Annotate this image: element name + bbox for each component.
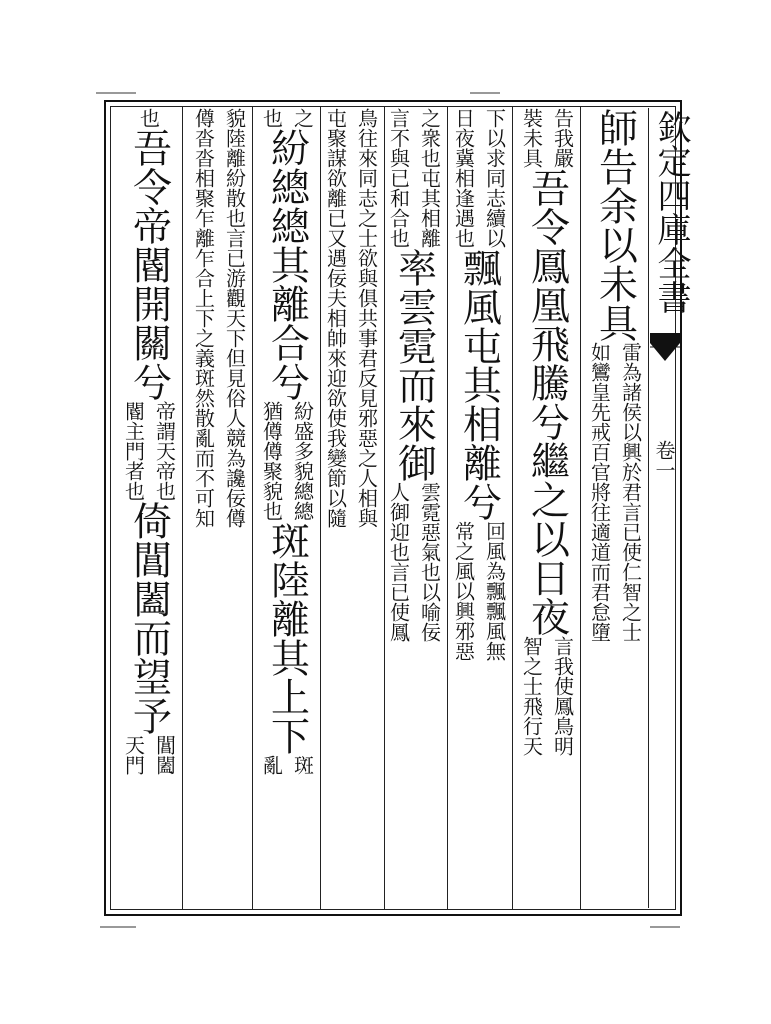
commentary-pair — [134, 108, 165, 128]
column-rule — [320, 106, 321, 910]
column-rule — [252, 106, 253, 910]
text-column — [448, 108, 510, 908]
fishtail-mark-icon — [650, 333, 680, 361]
commentary-pair — [517, 108, 578, 168]
commentary-pair — [585, 342, 646, 642]
commentary-left: 閽主門者也 — [121, 401, 146, 501]
commentary-right: 下以求同志續以 — [482, 108, 507, 248]
commentary-left: 如鸞皇先戒百官將往適道而君怠墮 — [587, 342, 612, 642]
commentary-left: 也 — [136, 108, 161, 128]
column-rule — [182, 106, 183, 910]
commentary-pair — [257, 108, 318, 128]
text-column — [383, 108, 445, 908]
text-column — [256, 108, 318, 908]
main-text: 紛總總其離合兮 — [264, 128, 310, 401]
column-rule — [512, 106, 513, 910]
text-column — [584, 108, 646, 908]
commentary-pair — [384, 482, 445, 642]
main-text: 吾令帝閽開關兮 — [126, 128, 172, 401]
commentary-left: 屯聚謀欲離已又遇佞夫相帥來迎欲使我變節以隨 — [323, 108, 348, 528]
commentary-left: 僔沓沓相聚乍離乍合上下之義斑然散亂而不可知 — [191, 108, 216, 528]
commentary-right: 之 — [290, 108, 315, 128]
commentary-right: 告我嚴 — [550, 108, 575, 168]
scan-speck — [650, 926, 680, 928]
scan-speck — [470, 92, 500, 94]
commentary-pair — [257, 755, 318, 775]
text-column — [118, 108, 180, 908]
commentary-right: 雲霓惡氣也以喻佞 — [417, 482, 442, 642]
main-text: 斑陸離其上下 — [264, 521, 310, 755]
scan-speck — [96, 92, 136, 94]
commentary-pair — [257, 401, 318, 521]
text-column — [320, 108, 382, 908]
commentary-left: 天門 — [121, 735, 146, 775]
commentary-right: 閶闔 — [152, 735, 177, 775]
commentary-pair — [449, 521, 510, 661]
commentary-pair — [119, 401, 180, 501]
commentary-pair — [449, 108, 510, 248]
commentary-right: 帝謂天帝也 — [152, 401, 177, 501]
commentary-left: 猶僔僔聚貌也 — [259, 401, 284, 521]
book-title: 欽定四庫全書 — [651, 110, 691, 314]
commentary-left: 亂 — [259, 755, 284, 775]
commentary-left: 日夜冀相逢遇也 — [451, 108, 476, 248]
commentary-right: 回風為飄飄風無 — [482, 521, 507, 661]
commentary-pair — [517, 636, 578, 756]
commentary-right: 之衆也屯其相離 — [417, 108, 442, 248]
column-rule — [580, 106, 581, 910]
commentary-right: 雷為諸侯以興於君言已使仁智之士 — [618, 342, 643, 642]
main-text: 飄風屯其相離兮 — [456, 248, 502, 521]
column-rule — [447, 106, 448, 910]
commentary-right: 紛盛多貌總總 — [290, 401, 315, 521]
commentary-left: 也 — [259, 108, 284, 128]
commentary-pair — [119, 735, 180, 775]
main-text: 倚閶闔而望予 — [126, 501, 172, 735]
volume-label: 卷一 — [652, 440, 676, 480]
text-column — [516, 108, 578, 908]
main-text: 師告余以未具 — [592, 108, 638, 342]
main-text: 吾令鳳凰飛騰兮繼之以日夜 — [524, 168, 570, 636]
commentary-pair — [189, 108, 250, 528]
commentary-right: 貌陸離紛散也言已游觀天下但見俗人競為讒佞僔 — [222, 108, 247, 528]
commentary-right: 斑 — [290, 755, 315, 775]
commentary-left: 智之士飛行天 — [519, 636, 544, 756]
commentary-right: 鳥往來同志之士欲與俱共事君反見邪惡之人相與 — [354, 108, 379, 528]
column-rule — [384, 106, 385, 910]
commentary-left: 人御迎也言已使鳳 — [386, 482, 411, 642]
text-column — [188, 108, 250, 908]
commentary-left: 言不與已和合也 — [386, 108, 411, 248]
commentary-pair — [321, 108, 382, 528]
commentary-pair — [384, 108, 445, 248]
commentary-right: 言我使鳳鳥明 — [550, 636, 575, 756]
commentary-left: 裝未具 — [519, 108, 544, 168]
scan-speck — [100, 926, 136, 928]
main-text: 率雲霓而來御 — [391, 248, 437, 482]
commentary-left: 常之風以興邪惡 — [451, 521, 476, 661]
